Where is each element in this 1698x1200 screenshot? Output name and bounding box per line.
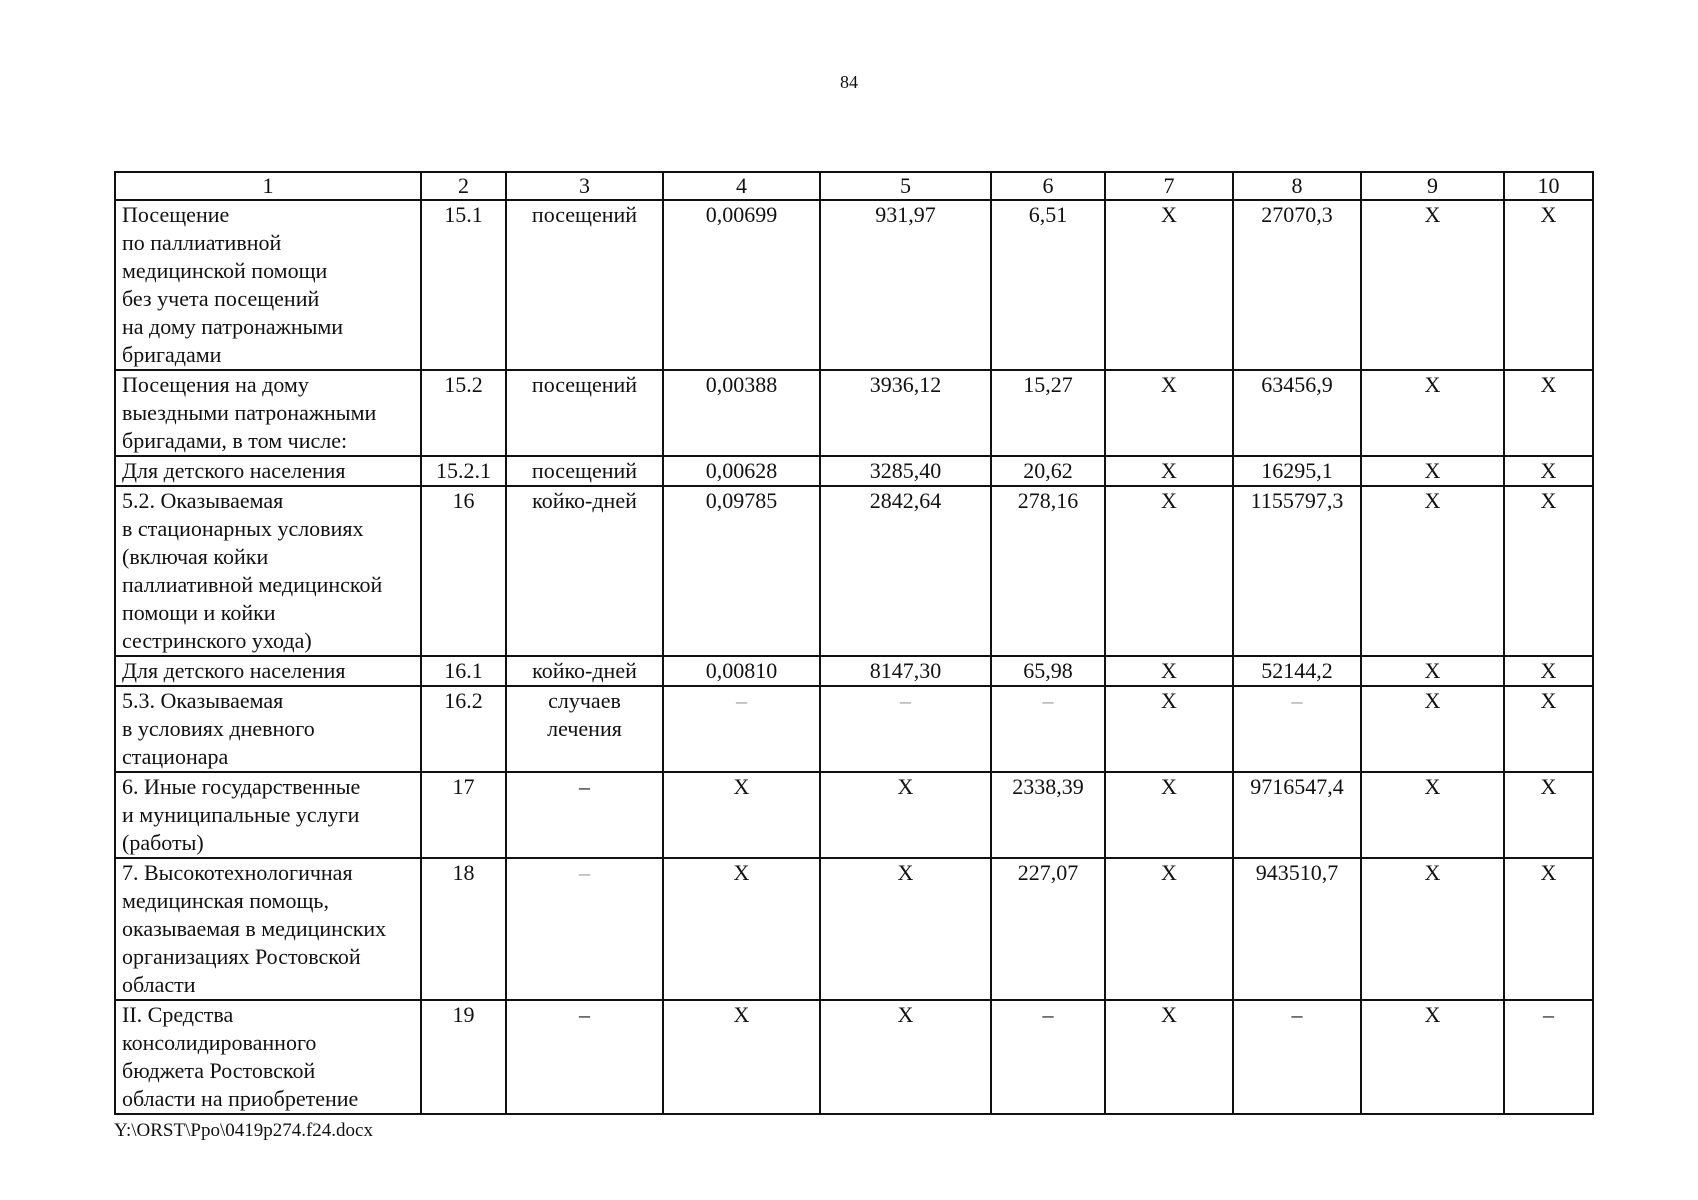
row-label-cell: Для детского населения: [115, 656, 421, 686]
table-cell: X: [820, 772, 991, 858]
column-number: 1: [115, 172, 421, 200]
page-number: 84: [840, 72, 858, 92]
table-cell: 52144,2: [1233, 656, 1361, 686]
table-cell: X: [663, 858, 820, 1000]
column-number: 10: [1504, 172, 1593, 200]
table-row: [115, 370, 1593, 456]
table-cell: X: [1361, 656, 1504, 686]
table-cell: X: [1361, 1000, 1504, 1114]
table-row: [115, 772, 1593, 858]
table-cell: посещений: [506, 370, 663, 456]
table-cell: –: [1233, 1000, 1361, 1114]
table-cell: случаев лечения: [506, 686, 663, 772]
table-cell: –: [991, 1000, 1105, 1114]
table-cell: 17: [421, 772, 506, 858]
table-cell: X: [1504, 858, 1593, 1000]
table-cell: 0,00388: [663, 370, 820, 456]
table-cell: X: [1105, 370, 1233, 456]
column-number: 2: [421, 172, 506, 200]
table-cell: 15.2: [421, 370, 506, 456]
table-cell: 19: [421, 1000, 506, 1114]
table-cell: 63456,9: [1233, 370, 1361, 456]
table-cell: X: [1361, 370, 1504, 456]
table-cell: 6,51: [991, 200, 1105, 370]
table-cell: X: [1105, 686, 1233, 772]
table-cell: X: [1361, 486, 1504, 656]
table-cell: –: [1233, 686, 1361, 772]
row-label-cell: Для детского населения: [115, 456, 421, 486]
column-number: 4: [663, 172, 820, 200]
table-cell: 15,27: [991, 370, 1105, 456]
table-cell: 1155797,3: [1233, 486, 1361, 656]
row-label-cell: Посещение по паллиативной медицинской помощи без учета посещений на дому патронажными бригадами: [115, 200, 421, 370]
table-cell: X: [1361, 200, 1504, 370]
table-cell: X: [1504, 656, 1593, 686]
table-cell: X: [1361, 686, 1504, 772]
table-cell: 2842,64: [820, 486, 991, 656]
table-cell: X: [1504, 686, 1593, 772]
row-label-cell: 5.2. Оказываемая в стационарных условиях (включая койки паллиативной медицинской помощи и койки сестринского ухода): [115, 486, 421, 656]
table-cell: 943510,7: [1233, 858, 1361, 1000]
table-cell: X: [820, 858, 991, 1000]
table-cell: 8147,30: [820, 656, 991, 686]
data-table: [114, 171, 1594, 1115]
table-cell: –: [506, 1000, 663, 1114]
row-label-cell: 6. Иные государственные и муниципальные услуги (работы): [115, 772, 421, 858]
table-cell: 16295,1: [1233, 456, 1361, 486]
table-cell: 16.1: [421, 656, 506, 686]
table-cell: койко-дней: [506, 656, 663, 686]
column-number: 5: [820, 172, 991, 200]
table-cell: 16: [421, 486, 506, 656]
table-cell: X: [1361, 858, 1504, 1000]
table-cell: X: [1504, 772, 1593, 858]
table-cell: 2338,39: [991, 772, 1105, 858]
table-cell: 931,97: [820, 200, 991, 370]
table-cell: X: [1504, 200, 1593, 370]
table-cell: –: [820, 686, 991, 772]
table-cell: X: [1105, 486, 1233, 656]
table-cell: посещений: [506, 200, 663, 370]
table-cell: X: [1504, 486, 1593, 656]
table-cell: 16.2: [421, 686, 506, 772]
table-cell: 0,00810: [663, 656, 820, 686]
column-number: 9: [1361, 172, 1504, 200]
table-cell: посещений: [506, 456, 663, 486]
table-cell: –: [506, 772, 663, 858]
table-cell: 65,98: [991, 656, 1105, 686]
table-cell: X: [1504, 370, 1593, 456]
table-cell: 3936,12: [820, 370, 991, 456]
table-cell: 15.1: [421, 200, 506, 370]
table-cell: 20,62: [991, 456, 1105, 486]
table-cell: –: [1504, 1000, 1593, 1114]
table-cell: X: [1105, 772, 1233, 858]
table-row: [115, 656, 1593, 686]
table-cell: X: [1105, 200, 1233, 370]
row-label-cell: 5.3. Оказываемая в условиях дневного стационара: [115, 686, 421, 772]
column-number: 8: [1233, 172, 1361, 200]
table-cell: X: [1361, 772, 1504, 858]
table-row: [115, 456, 1593, 486]
table-cell: X: [1105, 656, 1233, 686]
table-cell: X: [1105, 858, 1233, 1000]
table-cell: –: [506, 858, 663, 1000]
table-cell: X: [1105, 1000, 1233, 1114]
table-cell: койко-дней: [506, 486, 663, 656]
table-cell: –: [991, 686, 1105, 772]
table-cell: X: [1105, 456, 1233, 486]
table-cell: 0,00699: [663, 200, 820, 370]
table-cell: X: [1504, 456, 1593, 486]
table-cell: 9716547,4: [1233, 772, 1361, 858]
table-cell: 0,09785: [663, 486, 820, 656]
table-cell: X: [1361, 456, 1504, 486]
table-row: [115, 486, 1593, 656]
table-row: [115, 858, 1593, 1000]
table-cell: 3285,40: [820, 456, 991, 486]
table-cell: X: [663, 1000, 820, 1114]
table-cell: 15.2.1: [421, 456, 506, 486]
column-number: 3: [506, 172, 663, 200]
table-cell: X: [820, 1000, 991, 1114]
table-cell: 278,16: [991, 486, 1105, 656]
footer-file-path: Y:\ORST\Ppo\0419p274.f24.docx: [114, 1120, 373, 1141]
row-label-cell: Посещения на дому выездными патронажными бригадами, в том числе:: [115, 370, 421, 456]
column-number-row: [115, 172, 1593, 200]
table-cell: 0,00628: [663, 456, 820, 486]
column-number: 6: [991, 172, 1105, 200]
table-cell: –: [663, 686, 820, 772]
table-row: [115, 686, 1593, 772]
table-row: [115, 1000, 1593, 1114]
table-cell: 27070,3: [1233, 200, 1361, 370]
row-label-cell: II. Средства консолидированного бюджета Ростовской области на приобретение: [115, 1000, 421, 1114]
row-label-cell: 7. Высокотехнологичная медицинская помощь, оказываемая в медицинских организациях Ростовской области: [115, 858, 421, 1000]
table-cell: 18: [421, 858, 506, 1000]
table-cell: 227,07: [991, 858, 1105, 1000]
table-row: [115, 200, 1593, 370]
column-number: 7: [1105, 172, 1233, 200]
table-cell: X: [663, 772, 820, 858]
